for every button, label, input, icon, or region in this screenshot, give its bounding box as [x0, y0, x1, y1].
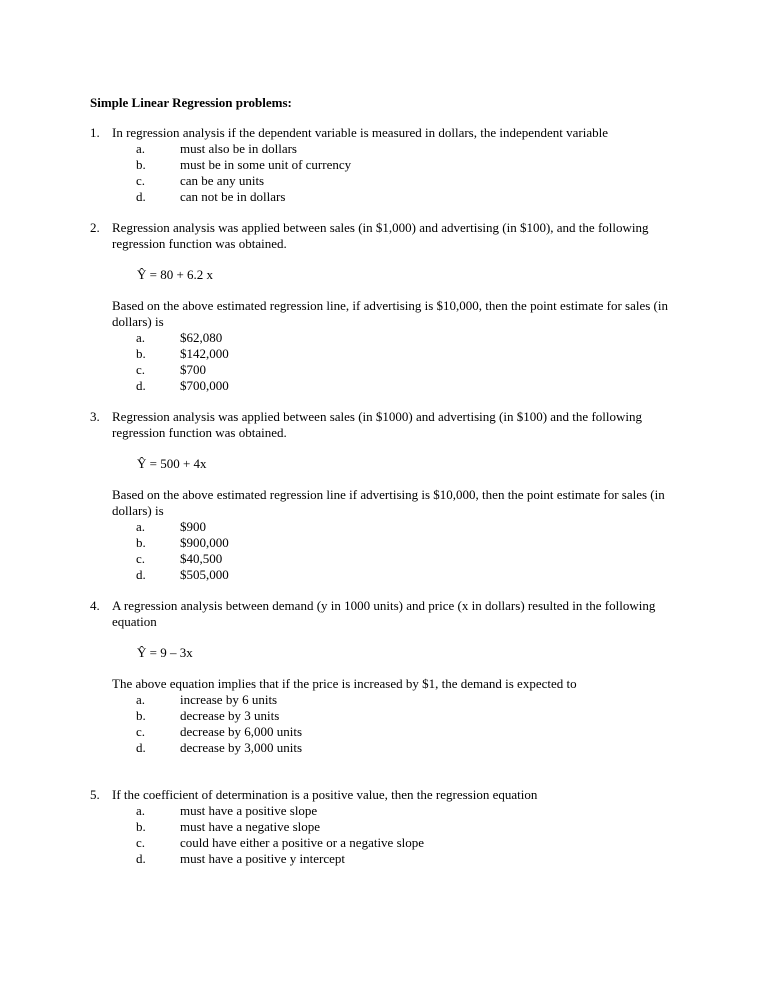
option-text: must have a negative slope [180, 819, 321, 834]
option-letter: b. [136, 708, 146, 723]
option-text: $505,000 [180, 567, 229, 582]
option-row [112, 567, 678, 583]
option-row [112, 803, 678, 819]
option-text: $900,000 [180, 535, 229, 550]
option-row [112, 362, 678, 378]
option-text: decrease by 3 units [180, 708, 280, 723]
question-block-1 [90, 125, 678, 205]
options-list [112, 692, 678, 756]
option-letter: d. [136, 851, 146, 866]
option-letter: c. [136, 173, 146, 188]
option-letter: a. [136, 141, 146, 156]
question-stem: If the coefficient of determination is a positive value, then the regression equation [112, 787, 538, 802]
option-row [112, 157, 678, 173]
question-number: 5. [90, 787, 100, 802]
option-text: decrease by 6,000 units [180, 724, 303, 739]
regression-equation: Ŷ = 80 + 6.2 x [137, 267, 214, 282]
option-row [112, 141, 678, 157]
regression-equation: Ŷ = 9 – 3x [137, 645, 193, 660]
question-stem: In regression analysis if the dependent variable is measured in dollars, the independent variable [112, 125, 608, 140]
option-letter: b. [136, 346, 146, 361]
option-letter: c. [136, 835, 146, 850]
option-row [112, 535, 678, 551]
option-row [112, 835, 678, 851]
option-text: must be in some unit of currency [180, 157, 352, 172]
option-row [112, 819, 678, 835]
option-row [112, 346, 678, 362]
regression-equation: Ŷ = 500 + 4x [137, 456, 207, 471]
question-followup: The above equation implies that if the price is increased by $1, the demand is expected to [112, 676, 577, 691]
option-letter: c. [136, 362, 146, 377]
option-text: $62,080 [180, 330, 223, 345]
option-text: must also be in dollars [180, 141, 297, 156]
option-row [112, 519, 678, 535]
option-text: $142,000 [180, 346, 229, 361]
option-row [112, 692, 678, 708]
option-letter: b. [136, 535, 146, 550]
question-stem: A regression analysis between demand (y in 1000 units) and price (x in dollars) resulted in the following equation [112, 598, 656, 629]
option-row [112, 173, 678, 189]
option-letter: d. [136, 567, 146, 582]
question-number: 1. [90, 125, 100, 140]
option-text: can not be in dollars [180, 189, 286, 204]
question-block-3 [90, 409, 678, 583]
option-row [112, 740, 678, 756]
option-text: $900 [180, 519, 206, 534]
question-followup: Based on the above estimated regression line, if advertising is $10,000, then the point estimate for sales (in dollars) is [112, 298, 668, 329]
question-number: 3. [90, 409, 100, 424]
option-letter: a. [136, 330, 146, 345]
option-row [112, 330, 678, 346]
option-letter: a. [136, 803, 146, 818]
question-stem: Regression analysis was applied between sales (in $1000) and advertising (in $100) and the following regression function was obtained. [112, 409, 642, 440]
options-list [112, 519, 678, 583]
option-row [112, 378, 678, 394]
option-letter: d. [136, 740, 146, 755]
option-letter: d. [136, 378, 146, 393]
option-letter: a. [136, 519, 146, 534]
option-letter: c. [136, 551, 146, 566]
option-text: $40,500 [180, 551, 223, 566]
option-letter: b. [136, 819, 146, 834]
options-list [112, 330, 678, 394]
option-row [112, 708, 678, 724]
question-block-2 [90, 220, 678, 394]
document-title: Simple Linear Regression problems: [90, 95, 292, 110]
option-text: can be any units [180, 173, 265, 188]
option-letter: a. [136, 692, 146, 707]
option-row [112, 724, 678, 740]
option-text: $700,000 [180, 378, 229, 393]
question-block-4 [90, 598, 678, 756]
option-text: must have a positive slope [180, 803, 318, 818]
option-text: decrease by 3,000 units [180, 740, 303, 755]
option-row [112, 851, 678, 867]
question-stem: Regression analysis was applied between sales (in $1,000) and advertising (in $100), and the following regression function was obtained. [112, 220, 649, 251]
option-text: could have either a positive or a negative slope [180, 835, 425, 850]
option-row [112, 189, 678, 205]
option-letter: c. [136, 724, 146, 739]
question-block-5 [90, 787, 678, 867]
option-text: $700 [180, 362, 206, 377]
option-letter: d. [136, 189, 146, 204]
question-number: 4. [90, 598, 100, 613]
option-letter: b. [136, 157, 146, 172]
options-list [112, 803, 678, 867]
options-list [112, 141, 678, 205]
question-number: 2. [90, 220, 100, 235]
option-text: increase by 6 units [180, 692, 278, 707]
option-row [112, 551, 678, 567]
question-followup: Based on the above estimated regression line if advertising is $10,000, then the point estimate for sales (in dollars) is [112, 487, 665, 518]
option-text: must have a positive y intercept [180, 851, 345, 866]
